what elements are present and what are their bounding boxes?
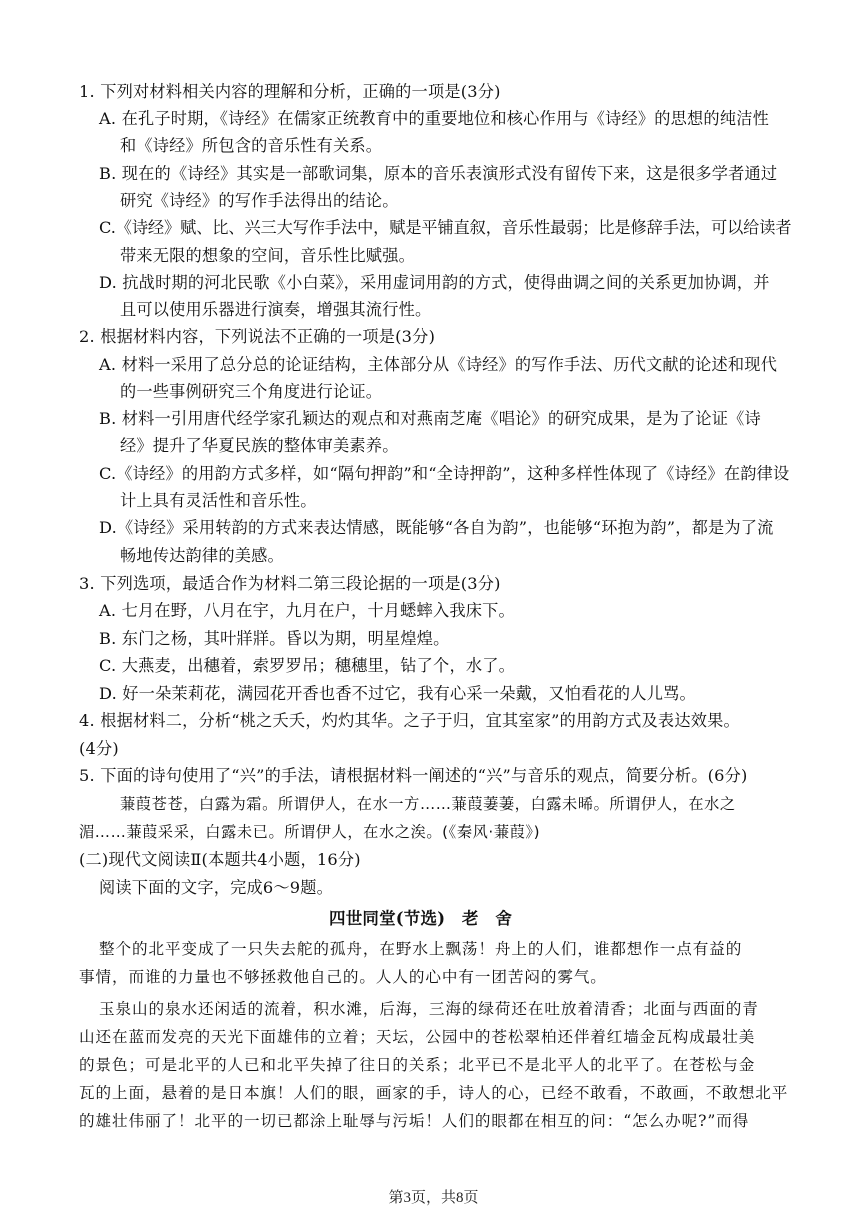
- q2-option-d-line1: D.《诗经》采用转韵的方式来表达情感，既能够“各自为韵”，也能够“环抱为韵”，都是为了流: [99, 518, 774, 537]
- passage-line-6: 瓦的上面，悬着的是日本旗！人们的眼，画家的手，诗人的心，已经不敢看，不敢画，不敢想北平: [79, 1084, 789, 1102]
- q3-option-a: A. 七月在野，八月在宇，九月在户，十月蟋蟀入我床下。: [99, 601, 515, 620]
- passage-title: 四世同堂(节选) 老 舍: [329, 909, 513, 928]
- q1-option-a-line1: A. 在孔子时期，《诗经》在儒家正统教育中的重要地位和核心作用与《诗经》的思想的纯洁性: [99, 109, 769, 128]
- passage-line-7: 的雄壮伟丽了！北平的一切已都涂上耻辱与污垢！人们的眼都在相互的问：“怎么办呢?”而得: [79, 1112, 750, 1130]
- q1-option-a-line2: 和《诗经》所包含的音乐性有关系。: [120, 136, 383, 155]
- section-heading: (二)现代文阅读Ⅱ(本题共4小题，16分): [79, 850, 361, 869]
- q1-option-c-line1: C.《诗经》赋、比、兴三大写作手法中，赋是平铺直叙，音乐性最弱；比是修辞手法，可以给读者: [99, 218, 792, 237]
- passage-line-1: 整个的北平变成了一只失去舵的孤舟，在野水上飘荡！舟上的人们，谁都想作一点有益的: [99, 940, 743, 958]
- passage-line-3: 玉泉山的泉水还闲适的流着，积水滩，后海，三海的绿荷还在吐放着清香；北面与西面的青: [99, 1000, 759, 1018]
- q1-option-c-line2: 带来无限的想象的空间，音乐性比赋强。: [120, 246, 415, 265]
- q1-option-d-line1: D. 抗战时期的河北民歌《小白菜》，采用虚词用韵的方式，使得曲调之间的关系更加协调，并: [99, 273, 770, 292]
- q3-option-c: C. 大燕麦，出穗着，索罗罗吊；穗穗里，钻了个，水了。: [99, 656, 515, 675]
- q2-stem: 2. 根据材料内容，下列说法不正确的一项是(3分): [79, 327, 436, 346]
- q5-stem: 5. 下面的诗句使用了“兴”的手法，请根据材料一阐述的“兴”与音乐的观点，简要分析。(6分): [79, 766, 748, 785]
- q1-option-b-line1: B. 现在的《诗经》其实是一部歌词集，原本的音乐表演形式没有留传下来，这是很多学者通过: [99, 164, 778, 183]
- q5-poem-line1: 蒹葭苍苍，白露为霜。所谓伊人，在水一方……蒹葭萋萋，白露未晞。所谓伊人，在水之: [120, 795, 736, 813]
- passage-line-4: 山还在蓝而发亮的天光下面雄伟的立着；天坛，公园中的苍松翠柏还伴着红墙金瓦构成最壮美: [79, 1028, 756, 1046]
- q4-line1: 4. 根据材料二，分析“桃之夭夭，灼灼其华。之子于归，宜其室家”的用韵方式及表达效果。: [79, 711, 740, 730]
- page-number: 第3页，共8页: [388, 1190, 479, 1206]
- section-instruction: 阅读下面的文字，完成6～9题。: [99, 878, 334, 897]
- q4-line2: (4分): [79, 739, 119, 758]
- q2-option-a-line1: A. 材料一采用了总分总的论证结构，主体部分从《诗经》的写作手法、历代文献的论述和现代: [99, 355, 778, 374]
- q1-option-b-line2: 研究《诗经》的写作手法得出的结论。: [120, 191, 399, 210]
- q3-stem: 3. 下列选项，最适合作为材料二第三段论据的一项是(3分): [79, 574, 501, 593]
- passage-line-2: 事情，而谁的力量也不够拯救他自己的。人人的心中有一团苦闷的雾气。: [79, 968, 607, 986]
- q3-option-d: D. 好一朵茉莉花，满园花开香也香不过它，我有心采一朵戴，又怕看花的人儿骂。: [99, 684, 696, 703]
- q2-option-a-line2: 的一些事例研究三个角度进行论证。: [120, 382, 383, 401]
- q2-option-d-line2: 畅地传达韵律的美感。: [120, 546, 284, 565]
- q2-option-c-line2: 计上具有灵活性和音乐性。: [120, 491, 317, 510]
- q3-option-b: B. 东门之杨，其叶牂牂。昏以为期，明星煌煌。: [99, 629, 450, 648]
- q1-stem: 1. 下列对材料相关内容的理解和分析，正确的一项是(3分): [79, 82, 501, 101]
- q2-option-c-line1: C.《诗经》的用韵方式多样，如“隔句押韵”和“全诗押韵”，这种多样性体现了《诗经》在韵律设: [99, 464, 790, 483]
- passage-line-5: 的景色；可是北平的人已和北平失掉了往日的关系；北平已不是北平人的北平了。在苍松与金: [79, 1056, 756, 1074]
- q1-option-d-line2: 且可以使用乐器进行演奏，增强其流行性。: [120, 300, 432, 319]
- q5-poem-line2: 湄……蒹葭采采，白露未已。所谓伊人，在水之涘。(《秦风·蒹葭》): [79, 823, 541, 841]
- q2-option-b-line1: B. 材料一引用唐代经学家孔颖达的观点和对燕南芝庵《唱论》的研究成果，是为了论证《诗: [99, 409, 761, 428]
- q2-option-b-line2: 经》提升了华夏民族的整体审美素养。: [120, 436, 399, 455]
